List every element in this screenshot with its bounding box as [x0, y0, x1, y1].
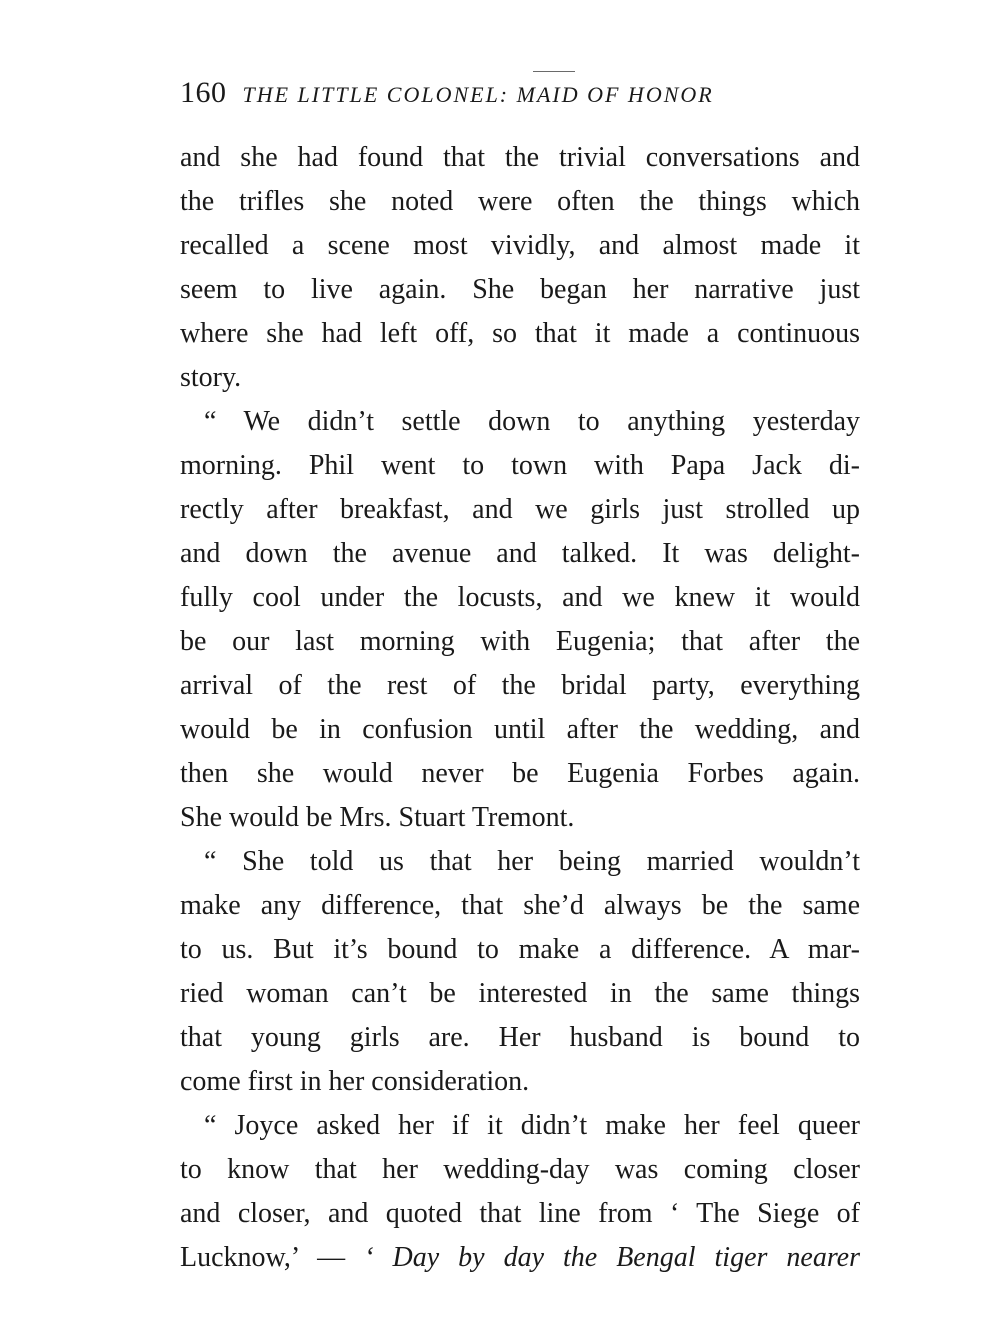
text-line: come first in her consideration.: [180, 1066, 530, 1097]
running-header: [180, 76, 820, 110]
text-line: would be in confusion until after the wedding, and: [180, 714, 860, 745]
text-line: make any difference, that she’d always be the same: [180, 890, 860, 921]
page-number: 160: [180, 76, 227, 109]
header-rule: [533, 71, 575, 72]
paragraph: [180, 136, 860, 400]
text-line: rectly after breakfast, and we girls just strolled up: [180, 494, 860, 525]
text-line: “ We didn’t settle down to anything yesterday: [204, 406, 860, 437]
text-line: to know that her wedding-day was coming closer: [180, 1154, 860, 1185]
text-line: “ Joyce asked her if it didn’t make her feel queer: [204, 1110, 860, 1141]
text-line: arrival of the rest of the bridal party, everything: [180, 670, 860, 701]
text-line: where she had left off, so that it made a continuous: [180, 318, 860, 349]
body-text: [180, 136, 860, 1280]
text-line: “ She told us that her being married wouldn’t: [204, 846, 860, 877]
text-line: She would be Mrs. Stuart Tremont.: [180, 802, 575, 833]
text-line: story.: [180, 362, 242, 393]
text-line: recalled a scene most vividly, and almost made it: [180, 230, 860, 261]
text-line: fully cool under the locusts, and we knew it would: [180, 582, 860, 613]
text-line: and down the avenue and talked. It was delight-: [180, 538, 860, 569]
text-line: seem to live again. She began her narrative just: [180, 274, 860, 305]
text-line: that young girls are. Her husband is bound to: [180, 1022, 860, 1053]
text-line: morning. Phil went to town with Papa Jack di-: [180, 450, 860, 481]
running-title: THE LITTLE COLONEL: MAID OF HONOR: [242, 82, 714, 107]
text-line: and she had found that the trivial conversations and: [180, 142, 860, 173]
italic-quotation: ‘ Day by day the Bengal tiger nearer: [364, 1242, 861, 1273]
text-line: the trifles she noted were often the things which: [180, 186, 860, 217]
text-line: ried woman can’t be interested in the same things: [180, 978, 860, 1009]
text-line: to us. But it’s bound to make a difference. A mar-: [180, 934, 860, 965]
text-line: be our last morning with Eugenia; that after the: [180, 626, 860, 657]
paragraph: [180, 840, 860, 1104]
text-line-mixed: [180, 1236, 860, 1280]
text-line: and closer, and quoted that line from ‘ The Siege of: [180, 1198, 860, 1229]
paragraph: [180, 400, 860, 840]
roman-text: Lucknow,’ —: [180, 1242, 365, 1273]
text-line: then she would never be Eugenia Forbes again.: [180, 758, 860, 789]
paragraph: [180, 1104, 860, 1280]
